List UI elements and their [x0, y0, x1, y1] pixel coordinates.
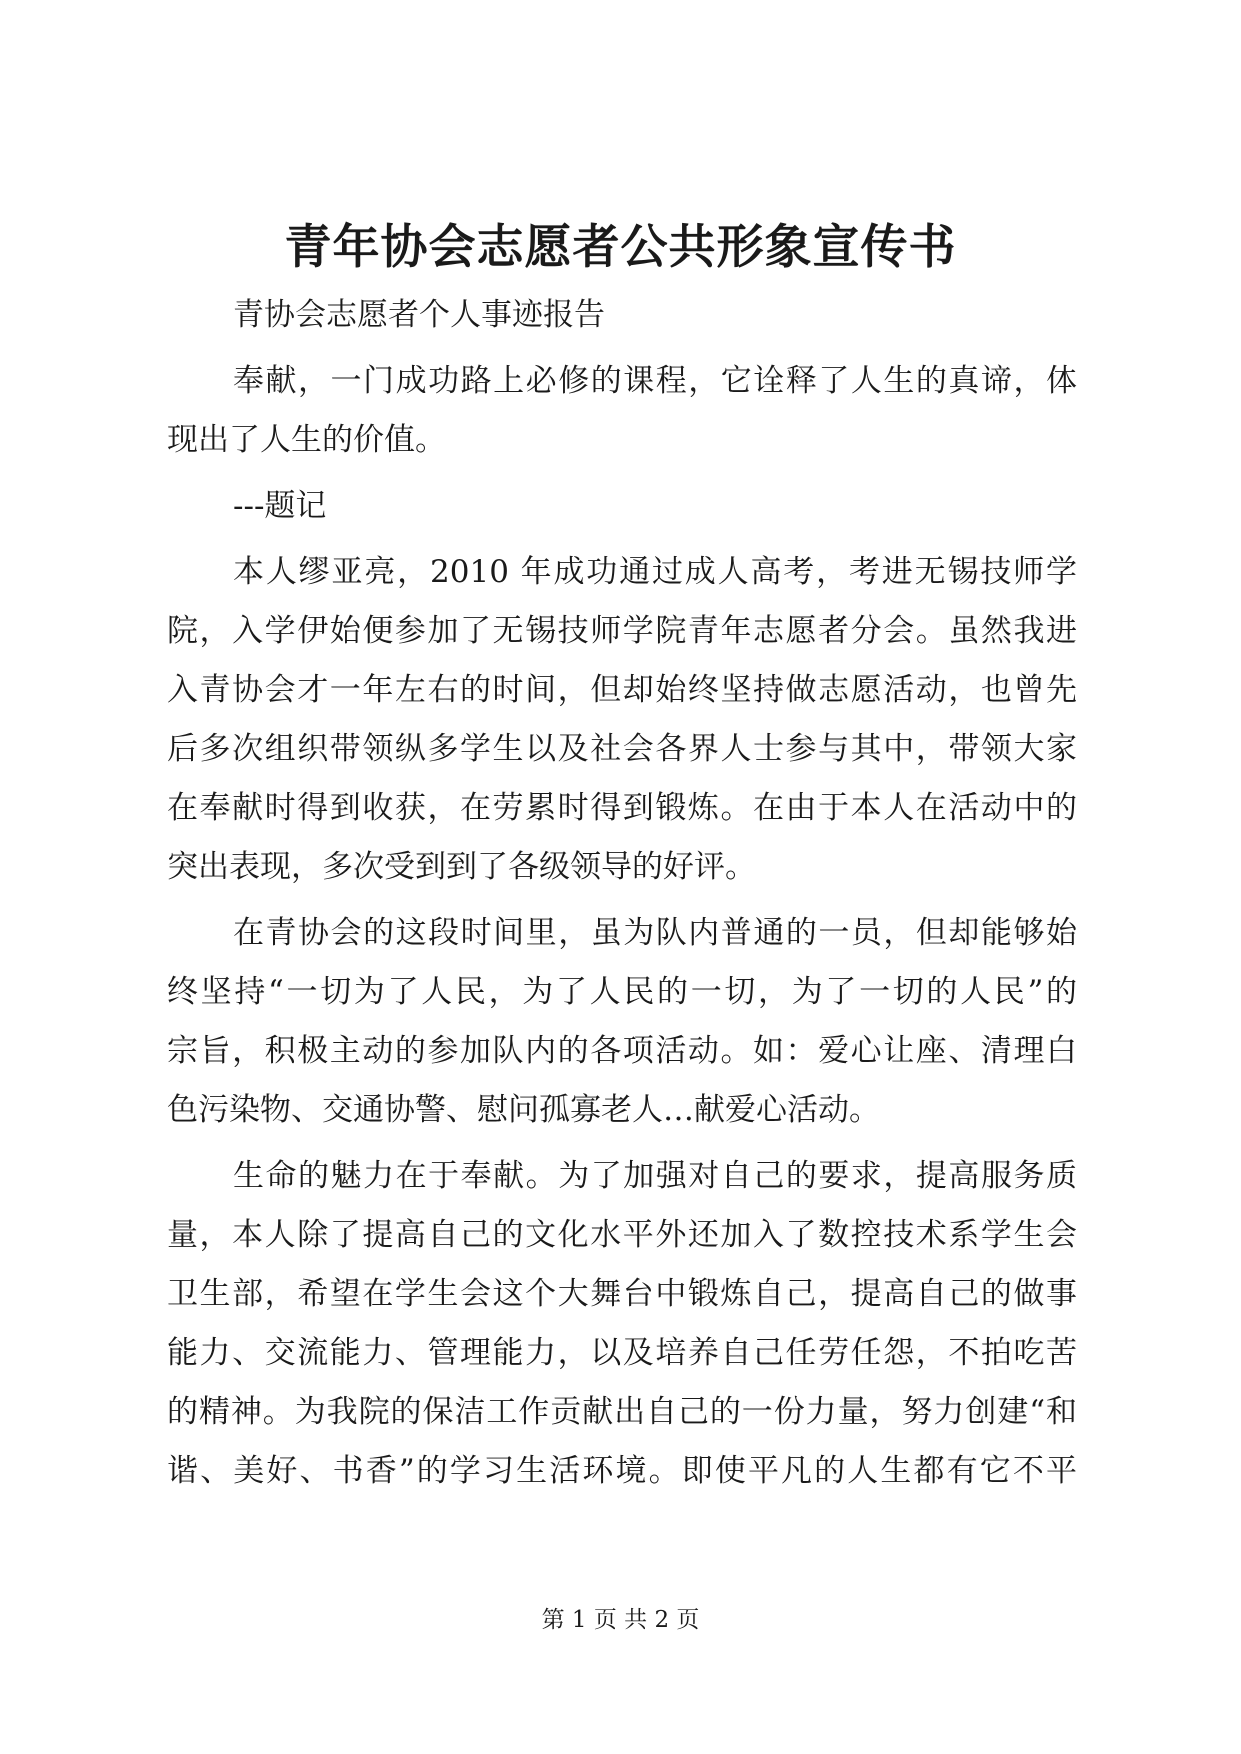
paragraph-line: 在奉献时得到收获，在劳累时得到锻炼。在由于本人在活动中的 [167, 790, 1077, 826]
epigraph-line: ---题记 [233, 488, 327, 524]
paragraph-line: 奉献，一门成功路上必修的课程，它诠释了人生的真谛，体 [233, 363, 1077, 399]
paragraph-line: 本人缪亚亮，2010 年成功通过成人高考，考进无锡技师学 [233, 554, 1077, 590]
paragraph-line: 宗旨，积极主动的参加队内的各项活动。如：爱心让座、清理白 [167, 1033, 1077, 1069]
document-title: 青年协会志愿者公共形象宣传书 [284, 220, 957, 275]
paragraph-line: 色污染物、交通协警、慰问孤寡老人…献爱心活动。 [167, 1092, 880, 1128]
paragraph-line: 突出表现，多次受到到了各级领导的好评。 [167, 849, 756, 885]
paragraph-line: 入青协会才一年左右的时间，但却始终坚持做志愿活动，也曾先 [167, 672, 1077, 708]
paragraph-line: 院，入学伊始便参加了无锡技师学院青年志愿者分会。虽然我进 [167, 613, 1077, 649]
paragraph-line: 的精神。为我院的保洁工作贡献出自己的一份力量，努力创建“和 [167, 1394, 1077, 1430]
document-body [167, 286, 1077, 1501]
paragraph-line: 生命的魅力在于奉献。为了加强对自己的要求，提高服务质 [233, 1158, 1077, 1194]
paragraph-line: 现出了人生的价值。 [167, 422, 446, 458]
paragraph-line: 谐、美好、书香”的学习生活环境。即使平凡的人生都有它不平 [167, 1453, 1077, 1489]
paragraph-line: 终坚持“一切为了人民，为了人民的一切，为了一切的人民”的 [167, 974, 1077, 1010]
page-number-footer: 第 1 页 共 2 页 [541, 1607, 700, 1633]
paragraph-line: 在青协会的这段时间里，虽为队内普通的一员，但却能够始 [233, 915, 1077, 951]
paragraph-line: 后多次组织带领纵多学生以及社会各界人士参与其中，带领大家 [167, 731, 1077, 767]
paragraph-line: 能力、交流能力、管理能力，以及培养自己任劳任怨，不拍吃苦 [167, 1335, 1077, 1371]
paragraph-line: 卫生部，希望在学生会这个大舞台中锻炼自己，提高自己的做事 [167, 1276, 1077, 1312]
subtitle-line: 青协会志愿者个人事迹报告 [233, 297, 605, 333]
paragraph-line: 量，本人除了提高自己的文化水平外还加入了数控技术系学生会 [167, 1217, 1077, 1253]
